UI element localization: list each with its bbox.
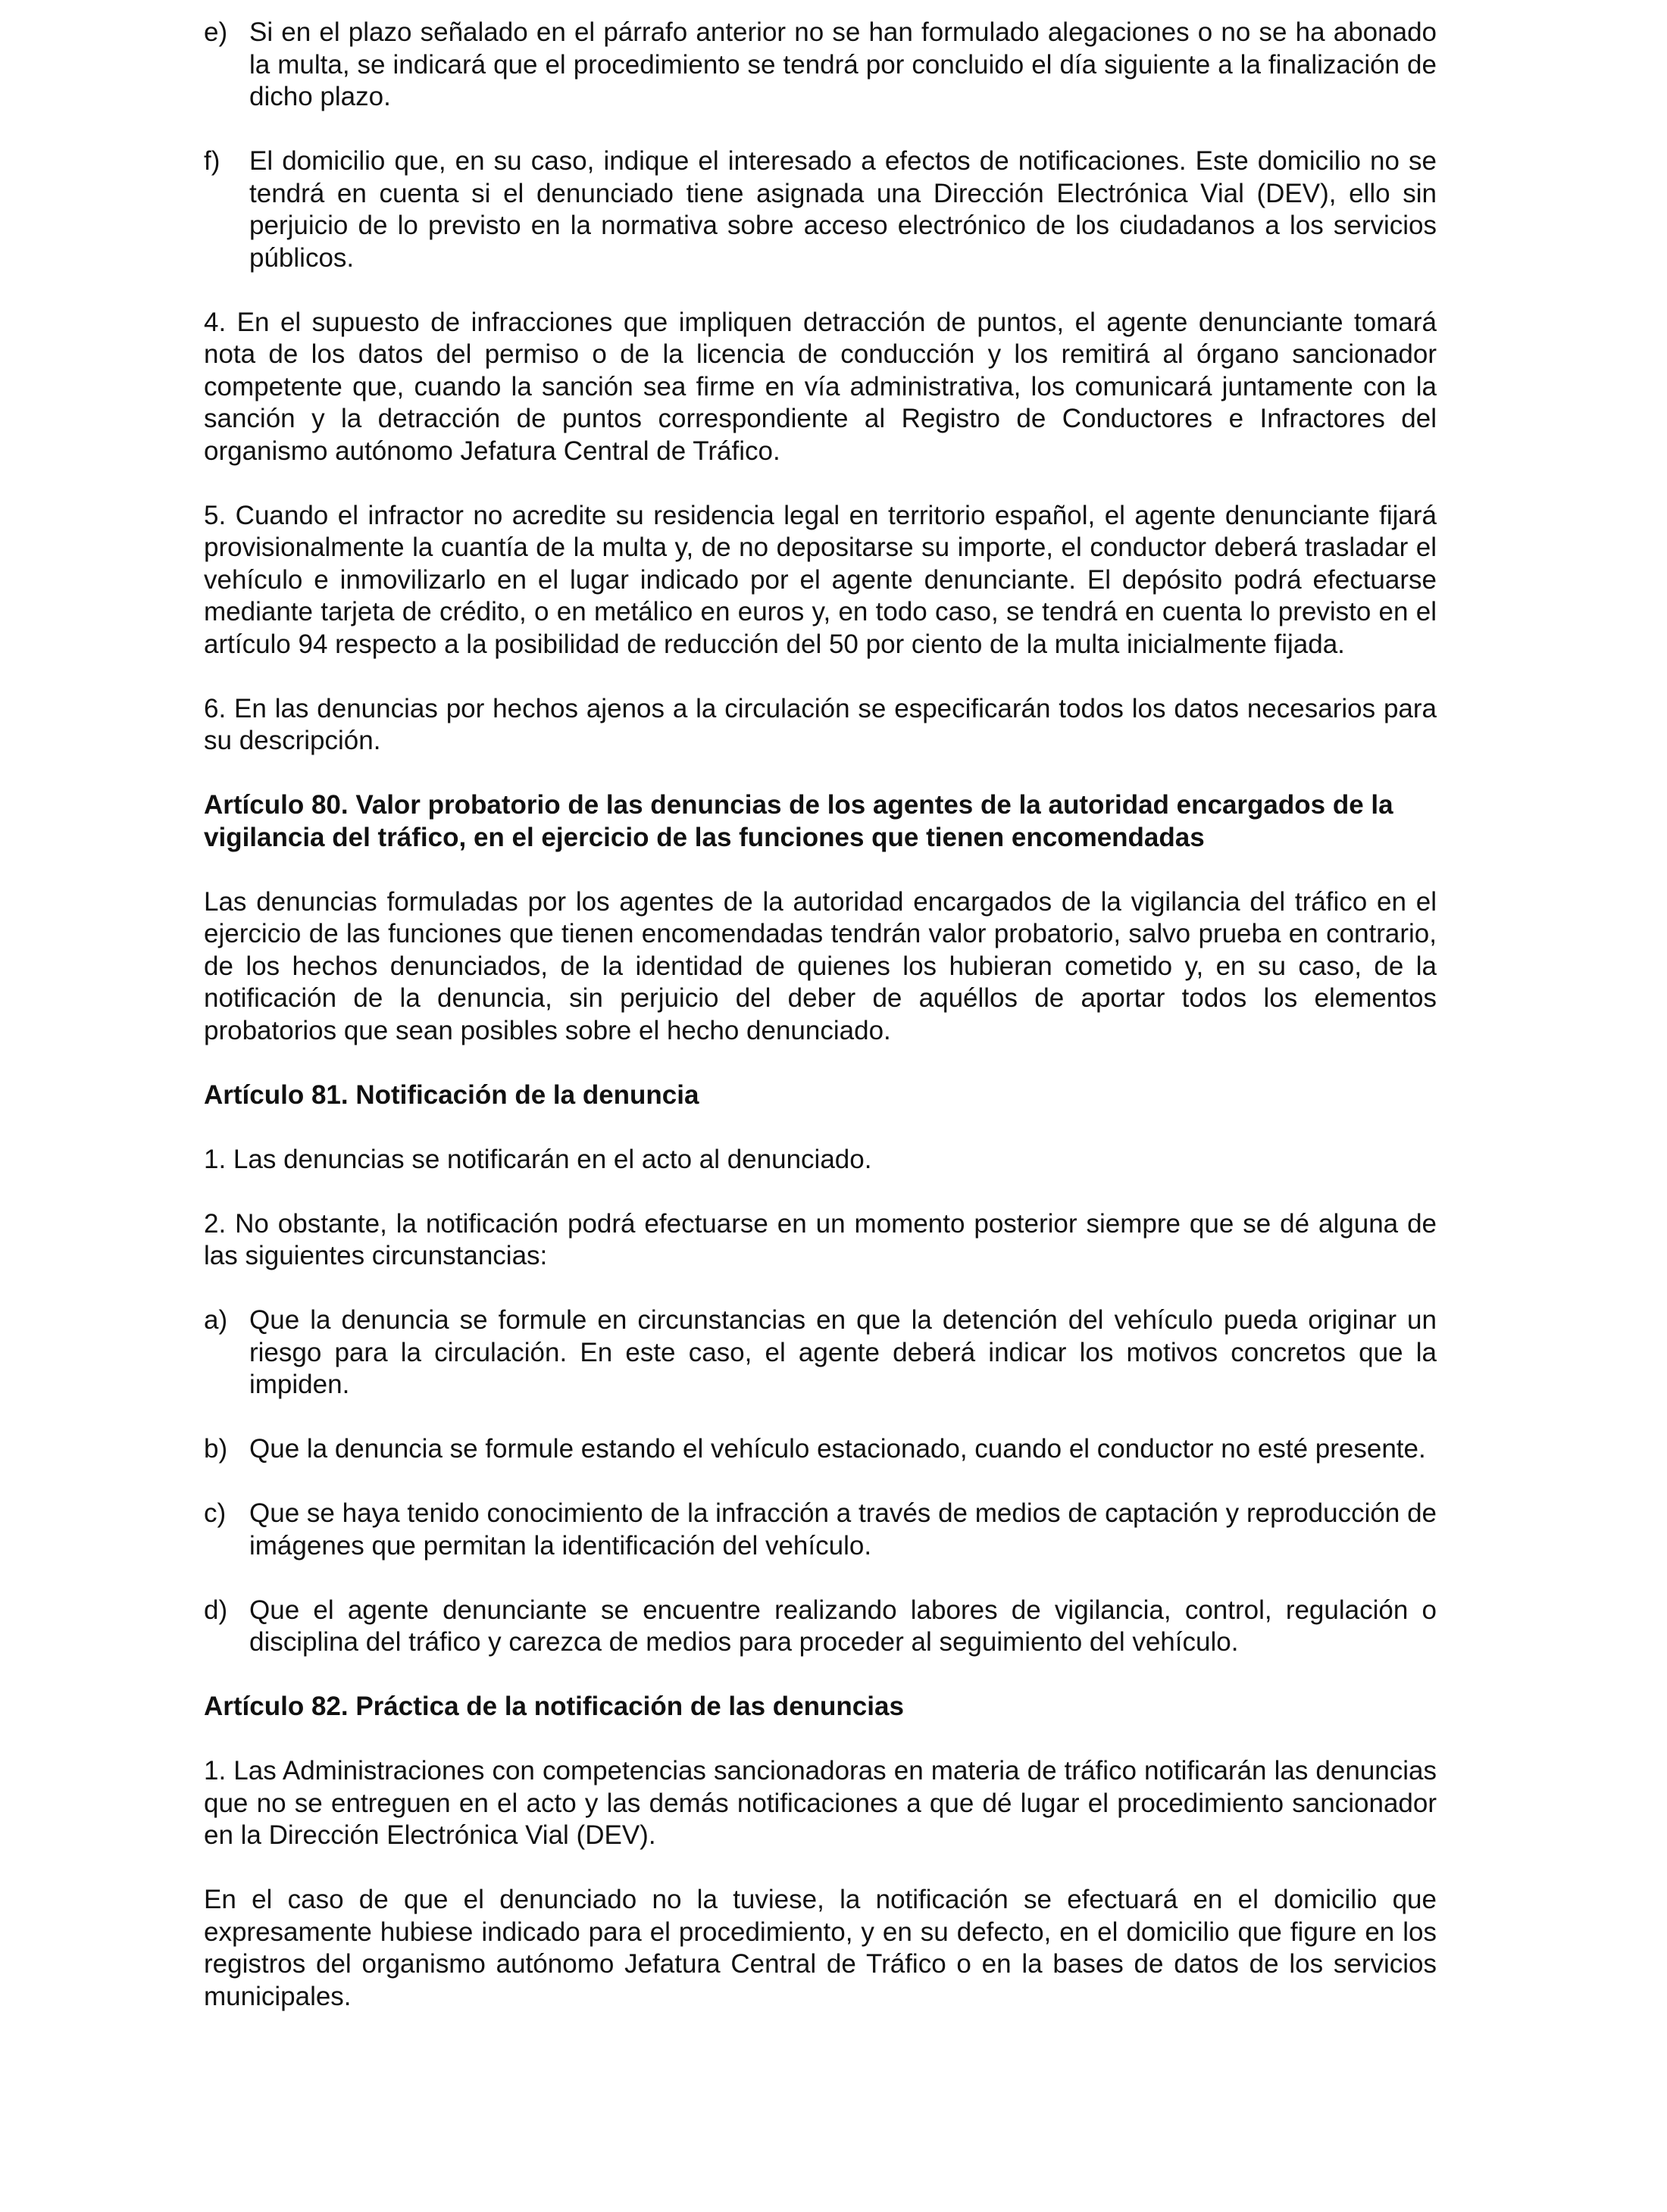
list-item-e xyxy=(204,17,1437,114)
list-marker: c) xyxy=(204,1498,227,1528)
article-82-paragraph-2: En el caso de que el denunciado no la tuviese, la notificación se efectuará en el domicilio que expresamente hubiese indicado para el procedimiento, y en su defecto, en el domicilio que figure en los registros del organismo autónomo Jefatura Central de Tráfico o en la bases de datos de los servicios municipales. xyxy=(204,1885,1437,2011)
article-80-heading: Artículo 80. Valor probatorio de las denuncias de los agentes de la autoridad encargados de la vigilancia del tráfico, en el ejercicio de las funciones que tienen encomendadas xyxy=(204,790,1393,852)
list-item-a xyxy=(204,1304,1437,1401)
list-item-d xyxy=(204,1595,1437,1659)
list-marker: a) xyxy=(204,1305,228,1335)
list-marker: e) xyxy=(204,17,228,47)
document-page xyxy=(204,17,1437,2045)
article-80-body: Las denuncias formuladas por los agentes de la autoridad encargados de la vigilancia del tráfico en el ejercicio de las funciones que tienen encomendadas tendrán valor probatorio, salvo prueba en contrario, de los hechos denunciados, de la identidad de quienes los hubieran cometido y, en su caso, de la notificación de la denuncia, sin perjuicio del deber de aquéllos de aportar todos los elementos probatorios que sean posibles sobre el hecho denunciado. xyxy=(204,886,1437,1045)
list-item-text: Que se haya tenido conocimiento de la infracción a través de medios de captación y reproducción de imágenes que permitan la identificación del vehículo. xyxy=(249,1498,1437,1561)
list-item-c xyxy=(204,1498,1437,1562)
list-marker: f) xyxy=(204,146,220,176)
list-item-text: El domicilio que, en su caso, indique el interesado a efectos de notificaciones. Este domicilio no se tendrá en cuenta si el denunciado tiene asignada una Dirección Electrónica Vial (DEV), ello sin perjuicio de lo previsto en la normativa sobre acceso electrónico de los ciudadanos a los servicios públicos. xyxy=(249,146,1437,273)
article-82-paragraph-1: 1. Las Administraciones con competencias sancionadoras en materia de tráfico notificarán las denuncias que no se entreguen en el acto y las demás notificaciones a que dé lugar el procedimiento sancionador en la Dirección Electrónica Vial (DEV). xyxy=(204,1756,1437,1850)
list-item-text: Que la denuncia se formule estando el vehículo estacionado, cuando el conductor no esté presente. xyxy=(249,1434,1426,1464)
paragraph-6: 6. En las denuncias por hechos ajenos a la circulación se especificarán todos los datos necesarios para su descripción. xyxy=(204,693,1437,755)
list-item-text: Que la denuncia se formule en circunstancias en que la detención del vehículo pueda originar un riesgo para la circulación. En este caso, el agente deberá indicar los motivos concretos que la impiden. xyxy=(249,1305,1437,1399)
article-81-paragraph-2: 2. No obstante, la notificación podrá efectuarse en un momento posterior siempre que se dé alguna de las siguientes circunstancias: xyxy=(204,1208,1437,1270)
list-item-b xyxy=(204,1433,1437,1466)
article-81-paragraph-1: 1. Las denuncias se notificarán en el acto al denunciado. xyxy=(204,1144,872,1174)
list-marker: b) xyxy=(204,1434,228,1464)
paragraph-4: 4. En el supuesto de infracciones que impliquen detracción de puntos, el agente denunciante tomará nota de los datos del permiso o de la licencia de conducción y los remitirá al órgano sancionador competente que, cuando la sanción sea firme en vía administrativa, los comunicará juntamente con la sanción y la detracción de puntos correspondiente al Registro de Conductores e Infractores del organismo autónomo Jefatura Central de Tráfico. xyxy=(204,307,1437,466)
list-item-text: Si en el plazo señalado en el párrafo anterior no se han formulado alegaciones o no se ha abonado la multa, se indicará que el procedimiento se tendrá por concluido el día siguiente a la finalización de dicho plazo. xyxy=(249,17,1437,111)
list-marker: d) xyxy=(204,1595,228,1625)
list-item-f xyxy=(204,145,1437,274)
article-82-heading: Artículo 82. Práctica de la notificación de las denuncias xyxy=(204,1692,904,1721)
paragraph-5: 5. Cuando el infractor no acredite su residencia legal en territorio español, el agente denunciante fijará provisionalmente la cuantía de la multa y, de no depositarse su importe, el conductor deberá trasladar el vehículo e inmovilizarlo en el lugar indicado por el agente denunciante. El depósito podrá efectuarse mediante tarjeta de crédito, o en metálico en euros y, en todo caso, se tendrá en cuenta lo previsto en el artículo 94 respecto a la posibilidad de reducción del 50 por ciento de la multa inicialmente fijada. xyxy=(204,500,1437,659)
list-item-text: Que el agente denunciante se encuentre realizando labores de vigilancia, control, regulación o disciplina del tráfico y carezca de medios para proceder al seguimiento del vehículo. xyxy=(249,1595,1437,1657)
article-81-heading: Artículo 81. Notificación de la denuncia xyxy=(204,1079,699,1110)
